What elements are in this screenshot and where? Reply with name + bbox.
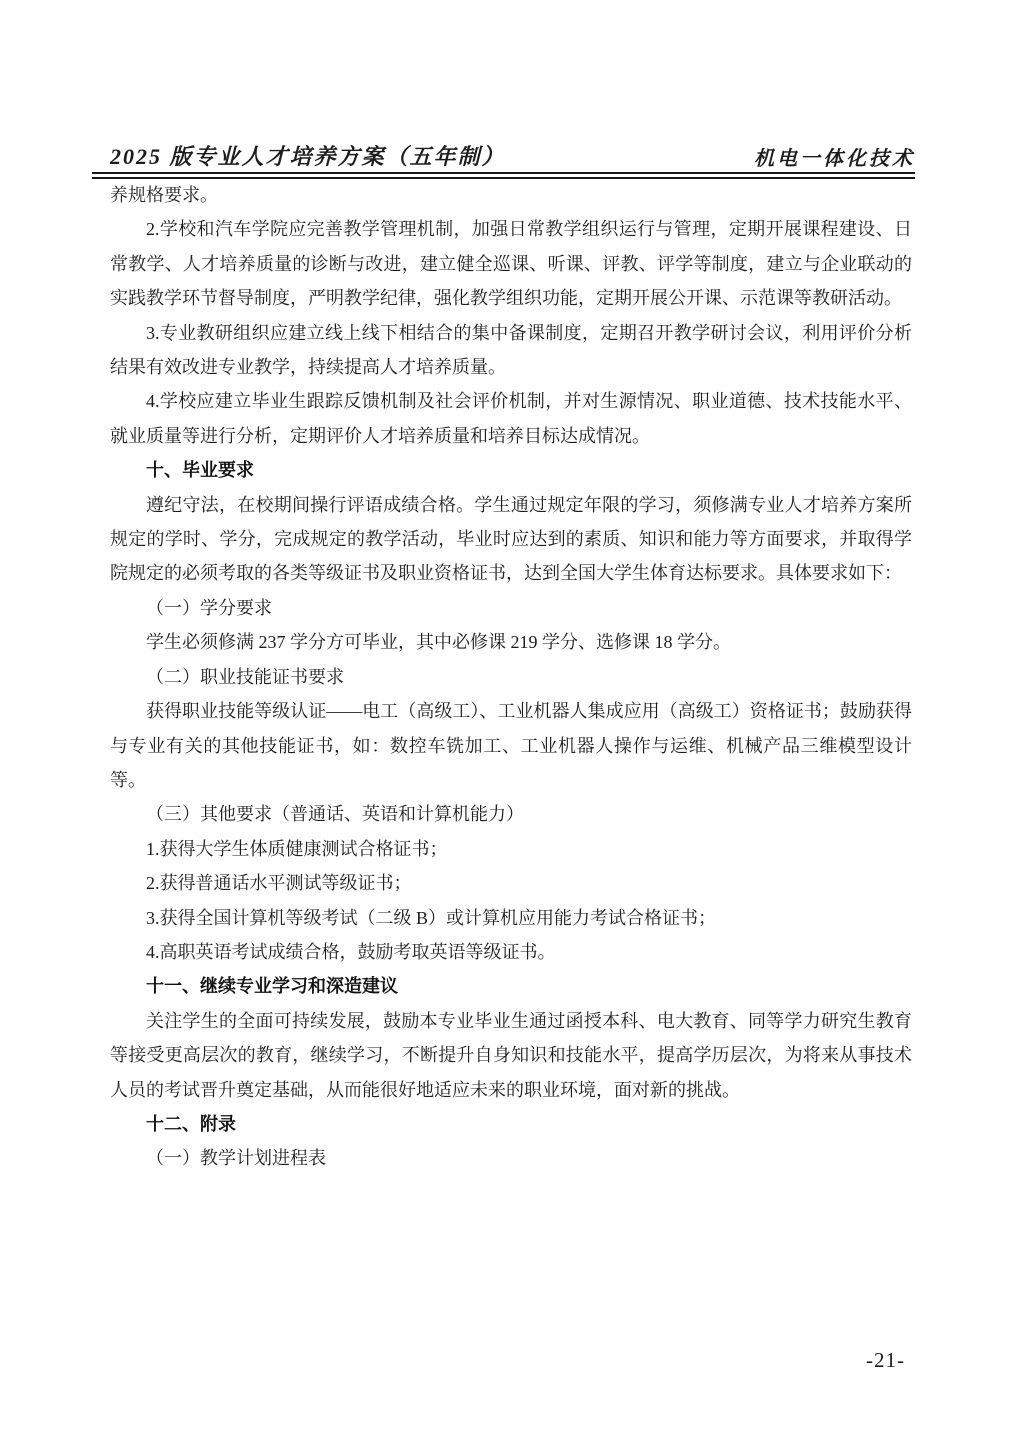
paragraph: 2.获得普通话水平测试等级证书； [146, 873, 412, 894]
paragraph: 3.获得全国计算机等级考试（二级 B）或计算机应用能力考试合格证书； [146, 907, 717, 928]
section-heading: 十一、继续专业学习和深造建议 [146, 976, 398, 997]
paragraph: 2.学校和汽车学院应完善教学管理机制，加强日常教学组织运行与管理，定期开展课程建设、日常教学、人才培养质量的诊断与改进，建立健全巡课、听课、评教、评学等制度，建立与企业联动的实践教学环节督导制度，严明教学纪律，强化教学组织功能，定期开展公开课、示范课等教研活动。 [110, 219, 912, 309]
paragraph: 3.专业教研组织应建立线上线下相结合的集中备课制度，定期召开教学研讨会议，利用评价分析结果有效改进专业教学，持续提高人才培养质量。 [110, 322, 912, 378]
section-heading: 十、毕业要求 [146, 460, 254, 481]
paragraph: 关注学生的全面可持续发展，鼓励本专业毕业生通过函授本科、电大教育、同等学力研究生教育等接受更高层次的教育，继续学习，不断提升自身知识和技能水平，提高学历层次，为将来从事技术人员的考试晋升奠定基础，从而能很好地适应未来的职业环境，面对新的挑战。 [110, 1010, 912, 1100]
paragraph: 4.学校应建立毕业生跟踪反馈机制及社会评价机制，并对生源情况、职业道德、技术技能水平、就业质量等进行分析，定期评价人才培养质量和培养目标达成情况。 [110, 391, 912, 446]
header-left-title: 2025 版专业人才培养方案（五年制） [110, 144, 506, 169]
section-heading: 十二、附录 [146, 1113, 236, 1134]
page-number: -21- [866, 1348, 905, 1372]
header-right-title: 机电一体化技术 [754, 148, 915, 170]
paragraph: （三）其他要求（普通话、英语和计算机能力） [146, 804, 524, 825]
paragraph: 遵纪守法，在校期间操行评语成绩合格。学生通过规定年限的学习，须修满专业人才培养方案所规定的学时、学分，完成规定的教学活动，毕业时应达到的素质、知识和能力等方面要求，并取得学院规定的必须考取的各类等级证书及职业资格证书，达到全国大学生体育达标要求。具体要求如下： [110, 494, 912, 584]
paragraph: （一）教学计划进程表 [146, 1148, 326, 1169]
document-body [110, 178, 912, 1176]
paragraph: （一）学分要求 [146, 597, 272, 618]
paragraph: 4.高职英语考试成绩合格，鼓励考取英语等级证书。 [146, 941, 556, 962]
paragraph: 1.获得大学生体质健康测试合格证书； [146, 838, 448, 859]
paragraph: 养规格要求。 [110, 185, 218, 205]
paragraph: 获得职业技能等级认证——电工（高级工）、工业机器人集成应用（高级工）资格证书；鼓励获得与专业有关的其他技能证书，如：数控车铣加工、工业机器人操作与运维、机械产品三维模型设计等。 [110, 701, 912, 790]
page-header [92, 140, 915, 171]
paragraph: （二）职业技能证书要求 [146, 666, 344, 687]
paragraph: 学生必须修满 237 学分方可毕业，其中必修课 219 学分、选修课 18 学分。 [146, 632, 731, 653]
